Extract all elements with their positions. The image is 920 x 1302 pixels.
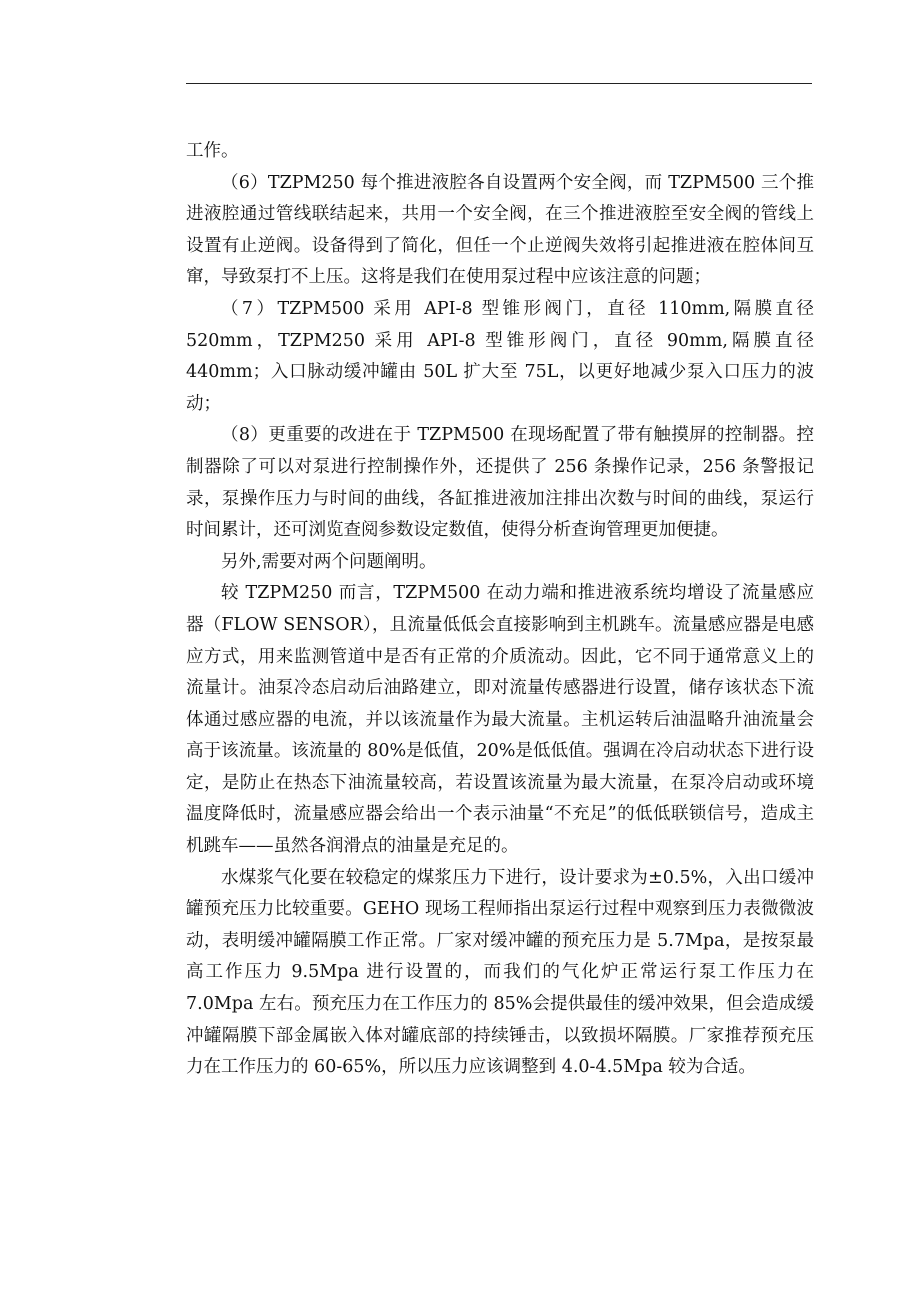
- paragraph-continuation: 工作。: [186, 141, 239, 161]
- header-rule: [186, 83, 812, 84]
- document-body: [186, 136, 814, 1084]
- paragraph-intro-issues: 另外,需要对两个问题阐明。: [221, 551, 437, 572]
- paragraph-item-6: （6）TZPM250 每个推进液腔各自设置两个安全阀，而 TZPM500 三个推进液腔通过管线联结起来，共用一个安全阀，在三个推进液腔至安全阀的管线上设置有止逆阀。设备得到了简化，但任一个止逆阀失效将引起推进液在腔体间互窜，导致泵打不上压。这将是我们在使用泵过程中应该注意的问题；: [186, 172, 814, 288]
- paragraph-buffer-pressure: 水煤浆气化要在较稳定的煤浆压力下进行，设计要求为±0.5%，入出口缓冲罐预充压力比较重要。GEHO 现场工程师指出泵运行过程中观察到压力表微微波动，表明缓冲罐隔膜工作正常。厂家对缓冲罐的预充压力是 5.7Mpa，是按泵最高工作压力 9.5Mpa 进行设置的，而我们的气化炉正常运行泵工作压力在 7.0Mpa 左右。预充压力在工作压力的 85%会提供最佳的缓冲效果，但会造成缓冲罐隔膜下部金属嵌入体对罐底部的持续锤击，以致损坏隔膜。厂家推荐预充压力在工作压力的 60-65%，所以压力应该调整到 4.0-4.5Mpa 较为合适。: [186, 867, 814, 1078]
- paragraph-flow-sensor: 较 TZPM250 而言，TZPM500 在动力端和推进液系统均增设了流量感应器（FLOW SENSOR），且流量低低会直接影响到主机跳车。流量感应器是电感应方式，用来监测管道中是否有正常的介质流动。因此，它不同于通常意义上的流量计。油泵冷态启动后油路建立，即对流量传感器进行设置，储存该状态下流体通过感应器的电流，并以该流量作为最大流量。主机运转后油温略升油流量会高于该流量。该流量的 80%是低值，20%是低低值。强调在冷启动状态下进行设定，是防止在热态下油流量较高，若设置该流量为最大流量，在泵冷启动或环境温度降低时，流量感应器会给出一个表示油量“不充足”的低低联锁信号，造成主机跳车——虽然各润滑点的油量是充足的。: [186, 583, 814, 857]
- paragraph-item-7: （7）TZPM500 采用 API-8 型锥形阀门，直径 110mm,隔膜直径 520mm，TZPM250 采用 API-8 型锥形阀门，直径 90mm,隔膜直径 440mm；入口脉动缓冲罐由 50L 扩大至 75L，以更好地减少泵入口压力的波动；: [186, 298, 814, 414]
- paragraph-item-8: （8）更重要的改进在于 TZPM500 在现场配置了带有触摸屏的控制器。控制器除了可以对泵进行控制操作外，还提供了 256 条操作记录，256 条警报记录，泵操作压力与时间的曲线，各缸推进液加注排出次数与时间的曲线，泵运行时间累计，还可浏览查阅参数设定数值，使得分析查询管理更加便捷。: [186, 425, 814, 541]
